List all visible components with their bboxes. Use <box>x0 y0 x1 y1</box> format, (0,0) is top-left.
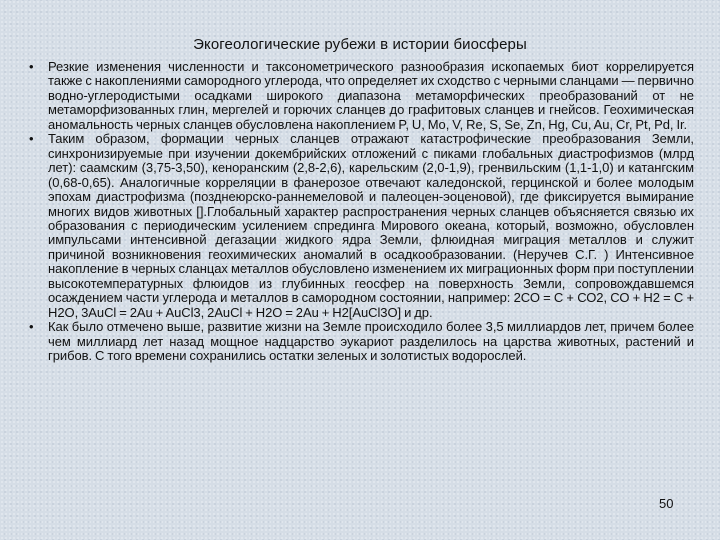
bullet-list <box>24 60 694 364</box>
bullet-text-2: Таким образом, формации черных сланцев отражают катастрофические преобразования Земли, синхронизируемые при изучении докембрийских отложений с пиками глобальных диастрофизмов (млрд лет): саамским (3,75-3,50), кеноранским (2,8-2,6), карельским (2,0-1,9), гренвильским (1,1-1,0) и катангским (0,68-0,65). Аналогичные корреляции в фанерозое отвечают каледонской, герцинской и более молодым эпохам диастрофизма (позднеюрско-раннемеловой и палеоцен-эоценовой), где фиксируется вымирание многих видов животных [].Глобальный характер распространения черных сланцев объясняется связью их образования с периодическим усилением спрединга Мирового океана, который, возможно, обусловлен импульсами интенсивной дегазации жидкого ядра Земли, флюидная миграция металлов и служит причиной возникновения геохимических аномалий в осадкообразовании. (Неручев С.Г. ) Интенсивное накопление в черных сланцах металлов обусловлено изменением их миграционных форм при поступлении высокотемпературных флюидов из глубинных геосфер на поверхность Земли, сопровождавшемся осаждением части углерода и металлов в самородном состоянии, например: 2СО = С + СО2, СО + Н2 = С + Н2О, 3AuCl = 2Au + AuCl3, 2AuCl + H2O = 2Au + H2[AuCl3O] и др. <box>48 131 694 320</box>
bullet-icon: • <box>29 319 34 335</box>
slide-title: Экогеологические рубежи в истории биосферы <box>193 36 527 53</box>
bullet-text-1: Резкие изменения численности и таксонометрического разнообразия ископаемых биот коррелируется также с накоплениями самородного углерода, что определяет их сходство с черными сланцами — первично водно-углеродистыми осадками широкого диапазона метаморфических преобразований от не метаморфизованных глин, мергелей и горючих сланцев до графитовых сланцев и гнейсов. Геохимическая аномальность черных сланцев обусловлена накоплением P, U, Mo, V, Re, S, Se, Zn, Hg, Cu, Au, Cr, Pt, Pd, Ir. <box>48 59 694 132</box>
bullet-icon: • <box>29 131 34 147</box>
bullet-item-1 <box>24 60 694 132</box>
bullet-icon: • <box>29 59 34 74</box>
bullet-text-3: Как было отмечено выше, развитие жизни на Земле происходило более 3,5 миллиардов лет, причем более чем миллиард лет назад мощное надцарство эукариот разделилось на царства животных, растений и грибов. С того времени сохранились остатки зеленых и золотистых водорослей. <box>48 319 694 364</box>
page-number: 50 <box>659 496 674 511</box>
bullet-item-3 <box>24 320 694 363</box>
bullet-item-2 <box>24 132 694 320</box>
